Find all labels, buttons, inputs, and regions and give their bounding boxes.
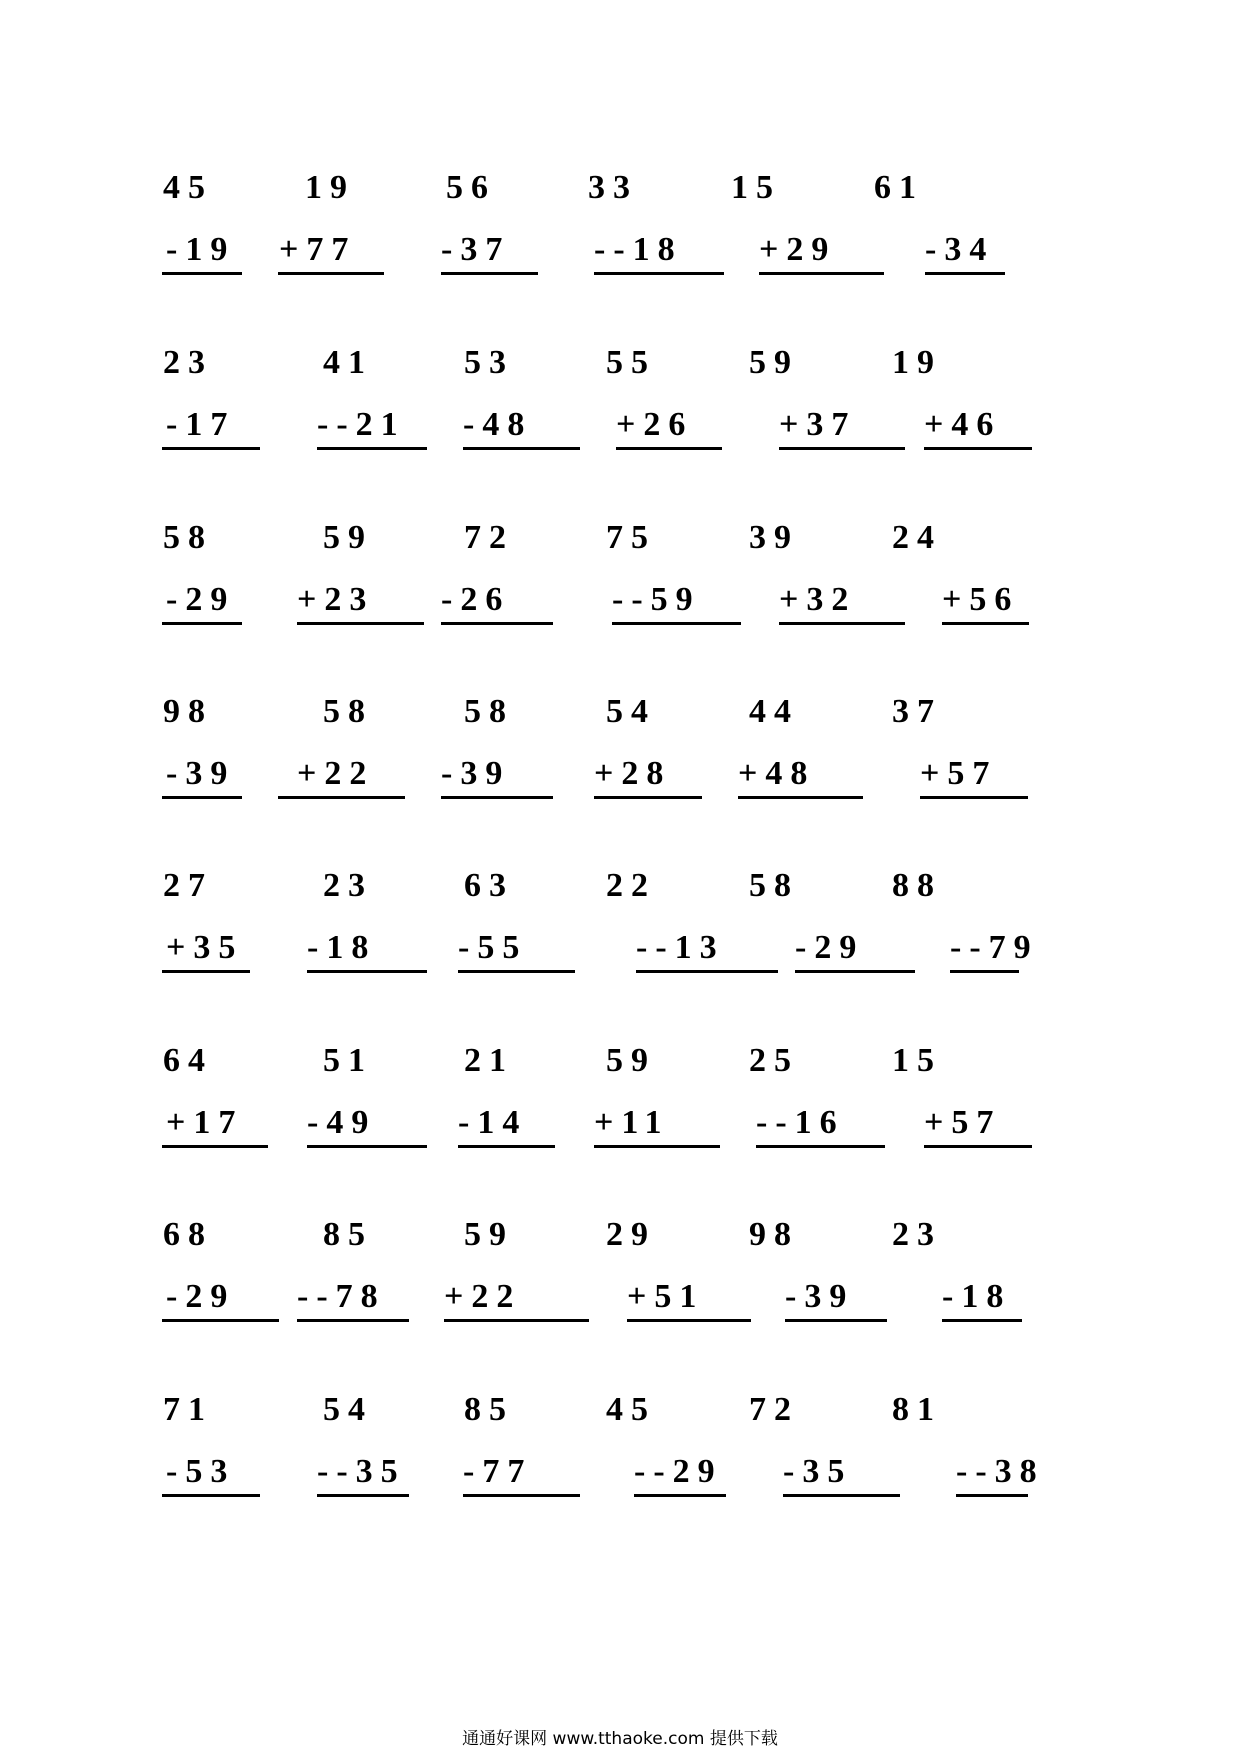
answer-line xyxy=(956,1494,1028,1497)
answer-line xyxy=(458,970,575,973)
operand-with-sign: -19 xyxy=(166,231,236,268)
operand-with-sign: +56 xyxy=(942,581,1020,618)
top-number: 44 xyxy=(749,693,799,730)
problem-row xyxy=(0,1041,1240,1151)
operand-with-sign: -29 xyxy=(795,929,865,966)
answer-line xyxy=(162,796,242,799)
operand-with-sign: +17 xyxy=(166,1104,244,1141)
operand-with-sign: -39 xyxy=(441,755,511,792)
answer-line xyxy=(627,1319,751,1322)
problem xyxy=(606,343,722,453)
answer-line xyxy=(162,622,242,625)
problem xyxy=(458,866,575,976)
top-number: 58 xyxy=(464,693,514,730)
operand-with-sign: -34 xyxy=(925,231,995,268)
answer-line xyxy=(925,272,1005,275)
top-number: 56 xyxy=(446,169,496,206)
problem xyxy=(463,1390,580,1500)
answer-line xyxy=(616,447,722,450)
top-number: 98 xyxy=(163,693,213,730)
problem xyxy=(444,1215,589,1325)
problem-row xyxy=(0,518,1240,628)
operand-with-sign: +37 xyxy=(779,406,857,443)
operand-with-sign: +77 xyxy=(279,231,357,268)
answer-line xyxy=(594,796,702,799)
top-number: 22 xyxy=(606,867,656,904)
operand-with-sign: -29 xyxy=(166,1278,236,1315)
problem-row xyxy=(0,343,1240,453)
answer-line xyxy=(441,272,538,275)
top-number: 45 xyxy=(163,169,213,206)
top-number: 72 xyxy=(464,519,514,556)
top-number: 53 xyxy=(464,344,514,381)
problem xyxy=(463,343,580,453)
answer-line xyxy=(441,622,553,625)
operand-with-sign: --59 xyxy=(612,581,701,618)
top-number: 59 xyxy=(323,519,373,556)
operand-with-sign: +22 xyxy=(444,1278,522,1315)
answer-line xyxy=(759,272,884,275)
answer-line xyxy=(942,622,1029,625)
problem-row xyxy=(0,168,1240,278)
operand-with-sign: +57 xyxy=(924,1104,1002,1141)
answer-line xyxy=(785,1319,887,1322)
top-number: 23 xyxy=(323,867,373,904)
problem xyxy=(606,1215,751,1325)
answer-line xyxy=(594,1145,720,1148)
problem xyxy=(606,518,741,628)
top-number: 71 xyxy=(163,1391,213,1428)
top-number: 37 xyxy=(892,693,942,730)
answer-line xyxy=(307,1145,427,1148)
answer-line xyxy=(783,1494,900,1497)
top-number: 55 xyxy=(606,344,656,381)
problem xyxy=(749,1390,900,1500)
answer-line xyxy=(162,447,260,450)
answer-line xyxy=(779,447,905,450)
answer-line xyxy=(463,447,580,450)
problem xyxy=(162,168,242,278)
operand-with-sign: -39 xyxy=(166,755,236,792)
problem xyxy=(594,692,702,802)
top-number: 41 xyxy=(323,344,373,381)
problem xyxy=(441,692,553,802)
answer-line xyxy=(162,1145,268,1148)
top-number: 61 xyxy=(874,169,924,206)
operand-with-sign: -48 xyxy=(463,406,533,443)
operand-with-sign: +51 xyxy=(627,1278,705,1315)
operand-with-sign: --79 xyxy=(950,929,1039,966)
top-number: 98 xyxy=(749,1216,799,1253)
top-number: 88 xyxy=(892,867,942,904)
operand-with-sign: --29 xyxy=(634,1453,723,1490)
top-number: 54 xyxy=(606,693,656,730)
top-number: 58 xyxy=(749,867,799,904)
operand-with-sign: +28 xyxy=(594,755,672,792)
operand-with-sign: -77 xyxy=(463,1453,533,1490)
operand-with-sign: -18 xyxy=(307,929,377,966)
problem xyxy=(307,1041,427,1151)
problem xyxy=(317,343,427,453)
problem xyxy=(594,1041,720,1151)
answer-line xyxy=(950,970,1019,973)
answer-line xyxy=(942,1319,1022,1322)
top-number: 58 xyxy=(323,693,373,730)
problem xyxy=(162,1215,279,1325)
operand-with-sign: -29 xyxy=(166,581,236,618)
top-number: 15 xyxy=(731,169,781,206)
operand-with-sign: -26 xyxy=(441,581,511,618)
top-number: 23 xyxy=(163,344,213,381)
operand-with-sign: --38 xyxy=(956,1453,1045,1490)
operand-with-sign: +29 xyxy=(759,231,837,268)
top-number: 54 xyxy=(323,1391,373,1428)
problem xyxy=(892,518,1029,628)
top-number: 23 xyxy=(892,1216,942,1253)
operand-with-sign: -53 xyxy=(166,1453,236,1490)
problem-row xyxy=(0,1215,1240,1325)
answer-line xyxy=(307,970,427,973)
answer-line xyxy=(278,796,405,799)
operand-with-sign: -37 xyxy=(441,231,511,268)
top-number: 15 xyxy=(892,1042,942,1079)
problem xyxy=(874,168,1005,278)
problem xyxy=(731,168,884,278)
operand-with-sign: -18 xyxy=(942,1278,1012,1315)
answer-line xyxy=(441,796,553,799)
operand-with-sign: -17 xyxy=(166,406,236,443)
problem xyxy=(458,1041,555,1151)
problem-row xyxy=(0,866,1240,976)
operand-with-sign: -49 xyxy=(307,1104,377,1141)
problem-row xyxy=(0,692,1240,802)
operand-with-sign: --78 xyxy=(297,1278,386,1315)
top-number: 68 xyxy=(163,1216,213,1253)
top-number: 81 xyxy=(892,1391,942,1428)
answer-line xyxy=(924,447,1032,450)
problem xyxy=(162,1390,260,1500)
top-number: 45 xyxy=(606,1391,656,1428)
answer-line xyxy=(795,970,915,973)
answer-line xyxy=(634,1494,726,1497)
top-number: 59 xyxy=(464,1216,514,1253)
problem xyxy=(307,866,427,976)
problem xyxy=(606,1390,726,1500)
operand-with-sign: -14 xyxy=(458,1104,528,1141)
problem xyxy=(441,168,538,278)
top-number: 19 xyxy=(305,169,355,206)
answer-line xyxy=(297,1319,409,1322)
problem xyxy=(162,692,242,802)
problem xyxy=(892,866,1039,976)
top-number: 63 xyxy=(464,867,514,904)
problem xyxy=(162,518,242,628)
operand-with-sign: +46 xyxy=(924,406,1002,443)
problem xyxy=(749,343,905,453)
problem xyxy=(892,1215,1022,1325)
problem xyxy=(278,692,405,802)
answer-line xyxy=(317,447,427,450)
problem xyxy=(297,518,424,628)
top-number: 85 xyxy=(464,1391,514,1428)
answer-line xyxy=(297,622,424,625)
operand-with-sign: --21 xyxy=(317,406,406,443)
problem xyxy=(162,1041,268,1151)
problem xyxy=(317,1390,409,1500)
answer-line xyxy=(612,622,741,625)
operand-with-sign: --16 xyxy=(756,1104,845,1141)
top-number: 19 xyxy=(892,344,942,381)
operand-with-sign: --13 xyxy=(636,929,725,966)
top-number: 59 xyxy=(749,344,799,381)
answer-line xyxy=(162,970,250,973)
answer-line xyxy=(458,1145,555,1148)
top-number: 64 xyxy=(163,1042,213,1079)
problem xyxy=(278,168,384,278)
answer-line xyxy=(278,272,384,275)
answer-line xyxy=(636,970,778,973)
operand-with-sign: -55 xyxy=(458,929,528,966)
operand-with-sign: -35 xyxy=(783,1453,853,1490)
operand-with-sign: --35 xyxy=(317,1453,406,1490)
top-number: 25 xyxy=(749,1042,799,1079)
footer-credit: 通通好课网 www.tthaoke.com 提供下载 xyxy=(462,1729,778,1749)
top-number: 21 xyxy=(464,1042,514,1079)
problem xyxy=(738,692,863,802)
problem xyxy=(892,692,1028,802)
answer-line xyxy=(444,1319,589,1322)
top-number: 33 xyxy=(588,169,638,206)
top-number: 85 xyxy=(323,1216,373,1253)
answer-line xyxy=(162,1319,279,1322)
problem xyxy=(892,1390,1045,1500)
answer-line xyxy=(463,1494,580,1497)
top-number: 24 xyxy=(892,519,942,556)
problem-row xyxy=(0,1390,1240,1500)
operand-with-sign: +48 xyxy=(738,755,816,792)
problem xyxy=(441,518,553,628)
top-number: 75 xyxy=(606,519,656,556)
operand-with-sign: +57 xyxy=(920,755,998,792)
operand-with-sign: +22 xyxy=(297,755,375,792)
answer-line xyxy=(162,1494,260,1497)
top-number: 51 xyxy=(323,1042,373,1079)
top-number: 29 xyxy=(606,1216,656,1253)
top-number: 59 xyxy=(606,1042,656,1079)
top-number: 72 xyxy=(749,1391,799,1428)
top-number: 27 xyxy=(163,867,213,904)
answer-line xyxy=(738,796,863,799)
problem xyxy=(892,1041,1032,1151)
answer-line xyxy=(920,796,1028,799)
answer-line xyxy=(317,1494,409,1497)
top-number: 39 xyxy=(749,519,799,556)
answer-line xyxy=(924,1145,1032,1148)
operand-with-sign: +35 xyxy=(166,929,244,966)
answer-line xyxy=(756,1145,885,1148)
operand-with-sign: +23 xyxy=(297,581,375,618)
operand-with-sign: +32 xyxy=(779,581,857,618)
problem xyxy=(162,343,260,453)
answer-line xyxy=(162,272,242,275)
top-number: 58 xyxy=(163,519,213,556)
operand-with-sign: --18 xyxy=(594,231,683,268)
operand-with-sign: +11 xyxy=(594,1104,670,1141)
problem xyxy=(749,518,905,628)
problem xyxy=(297,1215,409,1325)
problem xyxy=(749,1215,887,1325)
problem xyxy=(892,343,1032,453)
problem xyxy=(588,168,724,278)
answer-line xyxy=(594,272,724,275)
operand-with-sign: +26 xyxy=(616,406,694,443)
answer-line xyxy=(779,622,905,625)
problem xyxy=(749,1041,885,1151)
problem xyxy=(162,866,250,976)
operand-with-sign: -39 xyxy=(785,1278,855,1315)
